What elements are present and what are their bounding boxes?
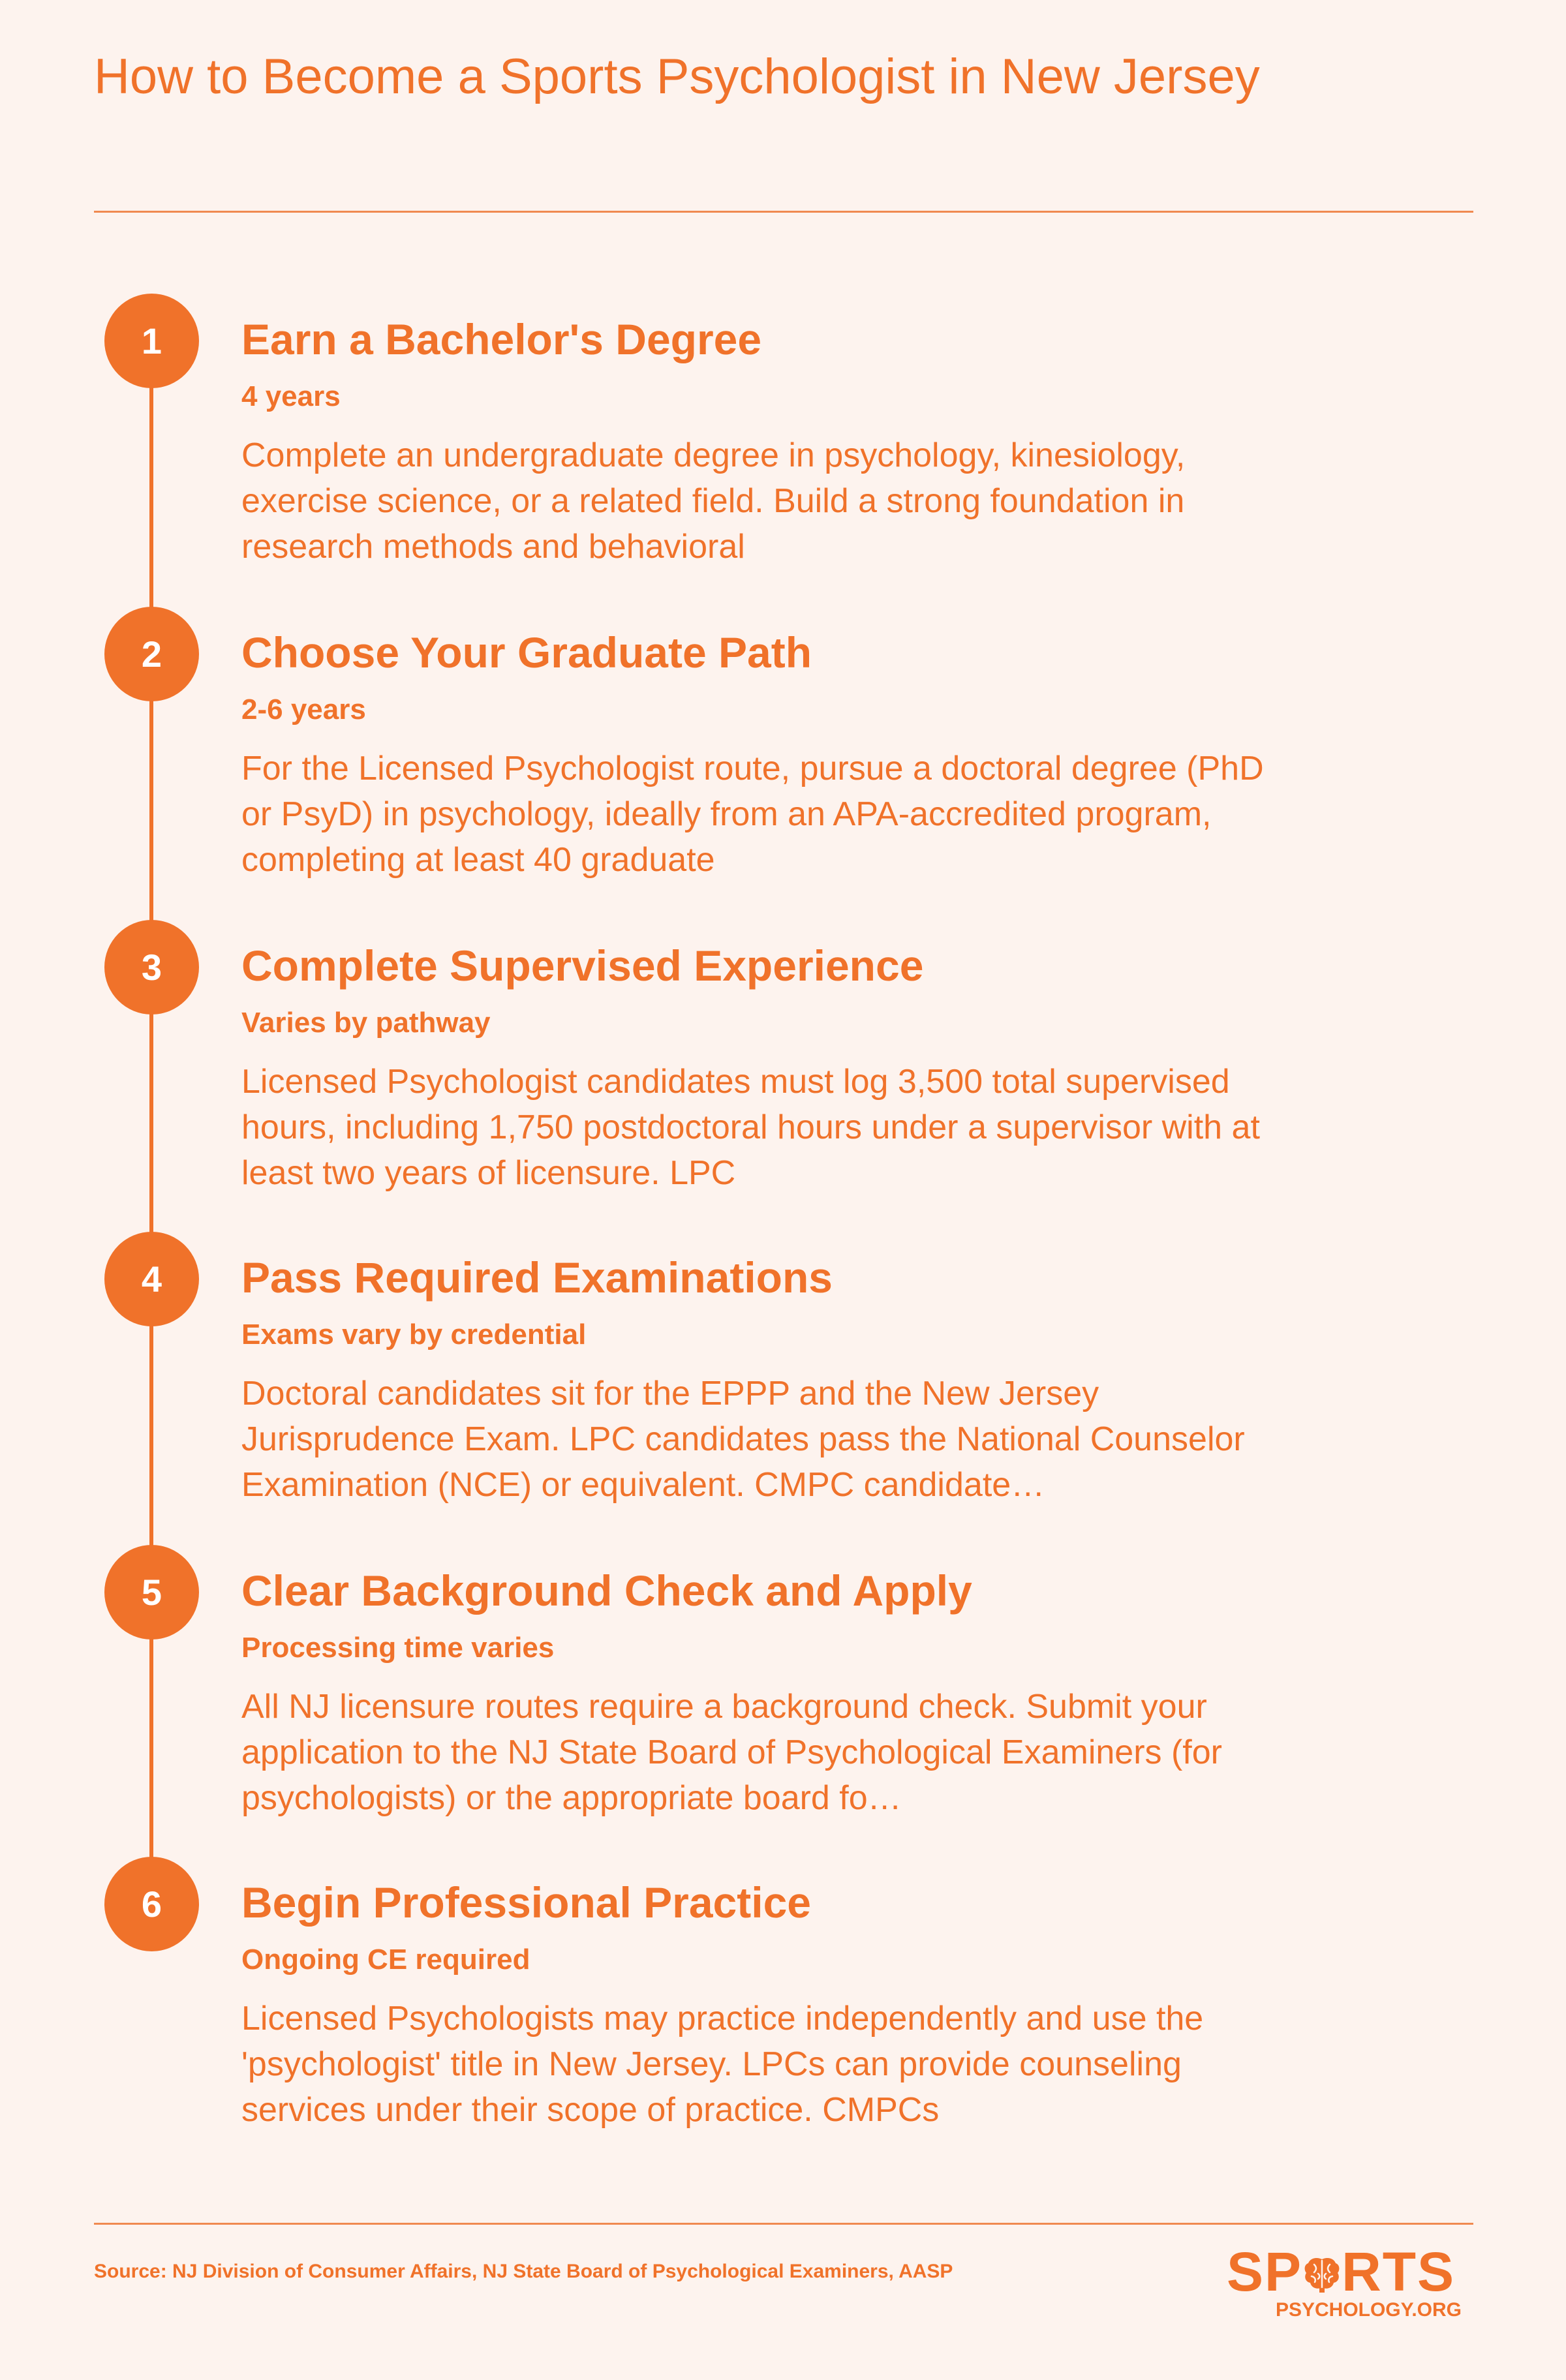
step-description: For the Licensed Psychologist route, pursue a doctoral degree (PhD or PsyD) in psychology, ideally from an APA-accredited program, completing at least 40 graduate	[241, 750, 1264, 879]
step-3	[0, 920, 1566, 1194]
step-title: Complete Supervised Experience	[241, 941, 924, 990]
step-number-badge: 3	[104, 920, 199, 1015]
step-1	[0, 294, 1566, 568]
step-number-badge: 1	[104, 294, 199, 388]
page-title: How to Become a Sports Psychologist in New Jersey	[94, 49, 1260, 104]
step-duration: 2-6 years	[241, 694, 366, 725]
source-note: Source: NJ Division of Consumer Affairs, NJ State Board of Psychological Examiners, AASP	[94, 2261, 953, 2282]
step-description: Doctoral candidates sit for the EPPP and the New Jersey Jurisprudence Exam. LPC candidates pass the National Counselor Examination (NCE) or equivalent. CMPC candidate…	[241, 1375, 1245, 1504]
step-description: Complete an undergraduate degree in psychology, kinesiology, exercise science, or a related field. Build a strong foundation in research methods and behavioral	[241, 436, 1186, 566]
logo-subtitle: PSYCHOLOGY.ORG	[1275, 2299, 1462, 2321]
step-duration: 4 years	[241, 380, 341, 412]
step-title: Clear Background Check and Apply	[241, 1566, 972, 1615]
step-number-badge: 2	[104, 607, 199, 701]
step-duration: Exams vary by credential	[241, 1319, 587, 1350]
step-duration: Processing time varies	[241, 1632, 555, 1664]
step-duration: Ongoing CE required	[241, 1944, 530, 1976]
step-description: All NJ licensure routes require a background check. Submit your application to the NJ State Board of Psychological Examiners (for psychologists) or the appropriate board fo…	[241, 1688, 1222, 1817]
step-number-badge: 6	[104, 1857, 199, 1951]
logo-word-start: SP	[1227, 2241, 1303, 2302]
step-6	[0, 1857, 1566, 2131]
step-title: Earn a Bachelor's Degree	[241, 315, 762, 363]
step-number-badge: 4	[104, 1232, 199, 1326]
step-4	[0, 1232, 1566, 1506]
step-title: Pass Required Examinations	[241, 1253, 833, 1302]
step-title: Begin Professional Practice	[241, 1878, 811, 1927]
step-title: Choose Your Graduate Path	[241, 628, 812, 677]
logo-wordmark	[1227, 2241, 1475, 2302]
step-2	[0, 607, 1566, 881]
sports-psychology-logo[interactable]	[1227, 2241, 1475, 2323]
logo-word-end: RTS	[1342, 2241, 1456, 2302]
brain-icon	[1302, 2255, 1342, 2293]
footer-divider	[94, 2223, 1473, 2225]
step-number-badge: 5	[104, 1545, 199, 1640]
step-description: Licensed Psychologist candidates must log 3,500 total supervised hours, including 1,750 postdoctoral hours under a supervisor with at least two years of licensure. LPC	[241, 1063, 1260, 1192]
step-description: Licensed Psychologists may practice independently and use the 'psychologist' title in New Jersey. LPCs can provide counseling services under their scope of practice. CMPCs	[241, 2000, 1204, 2129]
step-duration: Varies by pathway	[241, 1007, 491, 1039]
step-5	[0, 1545, 1566, 1819]
